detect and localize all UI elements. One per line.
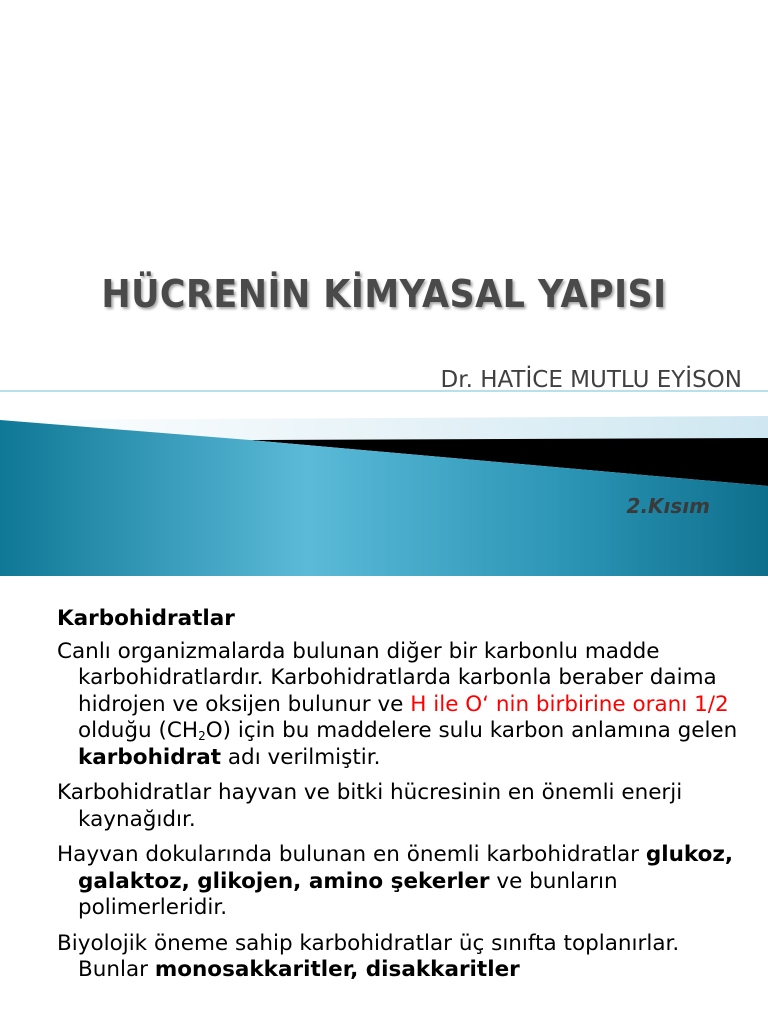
p3-text-b: ve bunların polimerleridir. [78, 868, 618, 920]
slide-part-label: 2.Kısım [626, 494, 710, 518]
p4-bold-text: monosakkaritler, disakkaritler [154, 957, 520, 982]
paragraph-4 [57, 931, 747, 984]
slide-author: Dr. HATİCE MUTLU EYİSON [440, 367, 742, 393]
slide-title: HÜCRENİN KİMYASAL YAPISI [101, 272, 667, 316]
p1-text-c: O) için bu maddelere sulu karbon anlamına gelen [205, 718, 738, 743]
p1-subscript: 2 [198, 729, 206, 743]
p1-text-d: adı verilmiştir. [221, 744, 381, 770]
document-body [57, 606, 747, 993]
p3-text-a: Hayvan dokularında bulunan en önemli karbohidratlar [57, 842, 646, 867]
p1-text-a: Canlı organizmalarda bulunan diğer bir karbonlu madde karbohidratlardır. Karbohidratlarda karbonla beraber daima hidrojen ve oksijen bulunur ve [57, 638, 717, 717]
p3-bold-text: glukoz, galaktoz, glikojen, amino şekerler [78, 842, 734, 894]
decorative-band [0, 380, 768, 576]
paragraph-3 [57, 842, 747, 922]
paragraph-1 [57, 639, 747, 772]
p1-red-text: H ile O‘ nin birbirine oranı 1/2 [410, 691, 729, 717]
p1-text-b: olduğu (CH [78, 718, 199, 743]
p4-text-a: Biyolojik öneme sahip karbohidratlar üç sınıfta toplanırlar. Bunlar [57, 930, 680, 982]
p1-bold-text: karbohidrat [78, 744, 222, 770]
section-heading: Karbohidratlar [57, 606, 235, 631]
paragraph-2: Karbohidratlar hayvan ve bitki hücresinin en önemli enerji kaynağıdır. [57, 780, 683, 832]
